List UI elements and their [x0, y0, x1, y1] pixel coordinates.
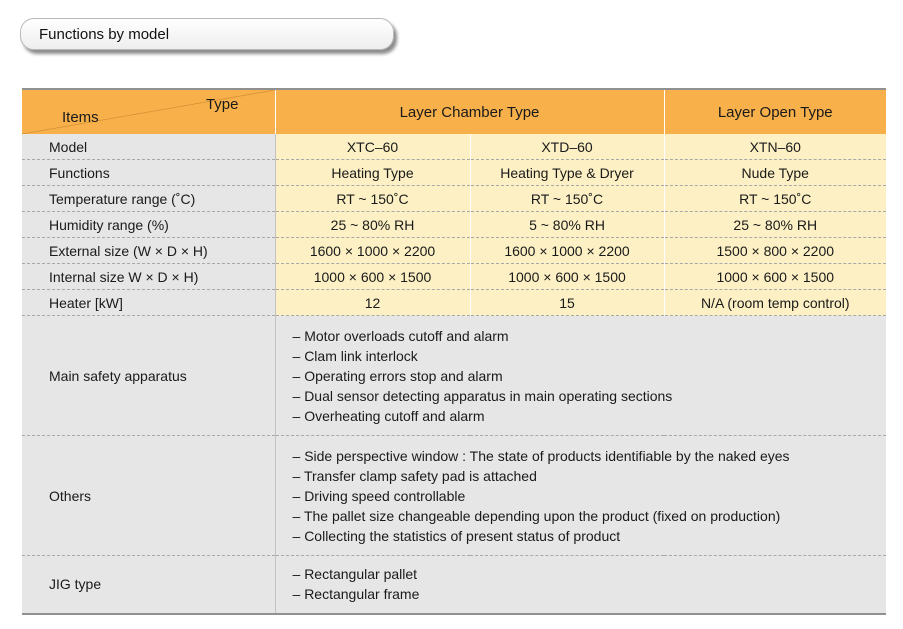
cell-xtn: Nude Type	[664, 160, 886, 186]
row-label: Functions	[22, 160, 275, 186]
table-header-row	[22, 89, 886, 134]
table-row-safety	[22, 316, 886, 436]
table-row-jig	[22, 556, 886, 614]
cell-xtc: 1000 × 600 × 1500	[275, 264, 470, 290]
cell-xtc: RT ~ 150˚C	[275, 186, 470, 212]
jig-list-cell	[275, 556, 886, 614]
safety-list	[293, 326, 887, 426]
cell-xtd: 1000 × 600 × 1500	[470, 264, 664, 290]
jig-list	[293, 564, 887, 604]
table-row-external-size	[22, 238, 886, 264]
header-layer-chamber-type: Layer Chamber Type	[275, 89, 664, 134]
table-row-humidity	[22, 212, 886, 238]
row-label: External size (W × D × H)	[22, 238, 275, 264]
table-row-model	[22, 134, 886, 160]
cell-xtn: RT ~ 150˚C	[664, 186, 886, 212]
row-label: Temperature range (˚C)	[22, 186, 275, 212]
cell-xtd: Heating Type & Dryer	[470, 160, 664, 186]
cell-xtd: 5 ~ 80% RH	[470, 212, 664, 238]
row-label: Others	[22, 436, 275, 556]
section-title-tab	[20, 18, 394, 50]
list-item: – Collecting the statistics of present status of product	[293, 526, 887, 546]
list-item: – Driving speed controllable	[293, 486, 887, 506]
corner-items-label: Items	[62, 109, 99, 126]
table-row-functions	[22, 160, 886, 186]
list-item: – Operating errors stop and alarm	[293, 366, 887, 386]
list-item: – Side perspective window : The state of products identifiable by the naked eyes	[293, 446, 887, 466]
list-item: – Rectangular frame	[293, 584, 887, 604]
row-label: Main safety apparatus	[22, 316, 275, 436]
header-layer-open-type: Layer Open Type	[664, 89, 886, 134]
list-item: – Motor overloads cutoff and alarm	[293, 326, 887, 346]
cell-xtn: XTN–60	[664, 134, 886, 160]
cell-xtn: 25 ~ 80% RH	[664, 212, 886, 238]
cell-xtc: 25 ~ 80% RH	[275, 212, 470, 238]
row-label: Internal size W × D × H)	[22, 264, 275, 290]
cell-xtd: RT ~ 150˚C	[470, 186, 664, 212]
table-row-heater	[22, 290, 886, 316]
table-row-others	[22, 436, 886, 556]
list-item: – The pallet size changeable depending upon the product (fixed on production)	[293, 506, 887, 526]
row-label: Model	[22, 134, 275, 160]
list-item: – Transfer clamp safety pad is attached	[293, 466, 887, 486]
list-item: – Dual sensor detecting apparatus in main operating sections	[293, 386, 887, 406]
cell-xtc: XTC–60	[275, 134, 470, 160]
table-row-internal-size	[22, 264, 886, 290]
others-list-cell	[275, 436, 886, 556]
row-label: Heater [kW]	[22, 290, 275, 316]
safety-list-cell	[275, 316, 886, 436]
list-item: – Rectangular pallet	[293, 564, 887, 584]
functions-table	[22, 88, 886, 615]
list-item: – Overheating cutoff and alarm	[293, 406, 887, 426]
row-label: Humidity range (%)	[22, 212, 275, 238]
cell-xtn: 1000 × 600 × 1500	[664, 264, 886, 290]
cell-xtd: 1600 × 1000 × 2200	[470, 238, 664, 264]
cell-xtn: N/A (room temp control)	[664, 290, 886, 316]
table-row-temperature	[22, 186, 886, 212]
cell-xtd: XTD–60	[470, 134, 664, 160]
cell-xtc: 12	[275, 290, 470, 316]
row-label: JIG type	[22, 556, 275, 614]
corner-type-label: Type	[205, 96, 239, 113]
section-title: Functions by model	[39, 26, 170, 43]
corner-header-cell	[22, 89, 275, 134]
cell-xtn: 1500 × 800 × 2200	[664, 238, 886, 264]
list-item: – Clam link interlock	[293, 346, 887, 366]
others-list	[293, 446, 887, 546]
cell-xtc: 1600 × 1000 × 2200	[275, 238, 470, 264]
cell-xtc: Heating Type	[275, 160, 470, 186]
cell-xtd: 15	[470, 290, 664, 316]
